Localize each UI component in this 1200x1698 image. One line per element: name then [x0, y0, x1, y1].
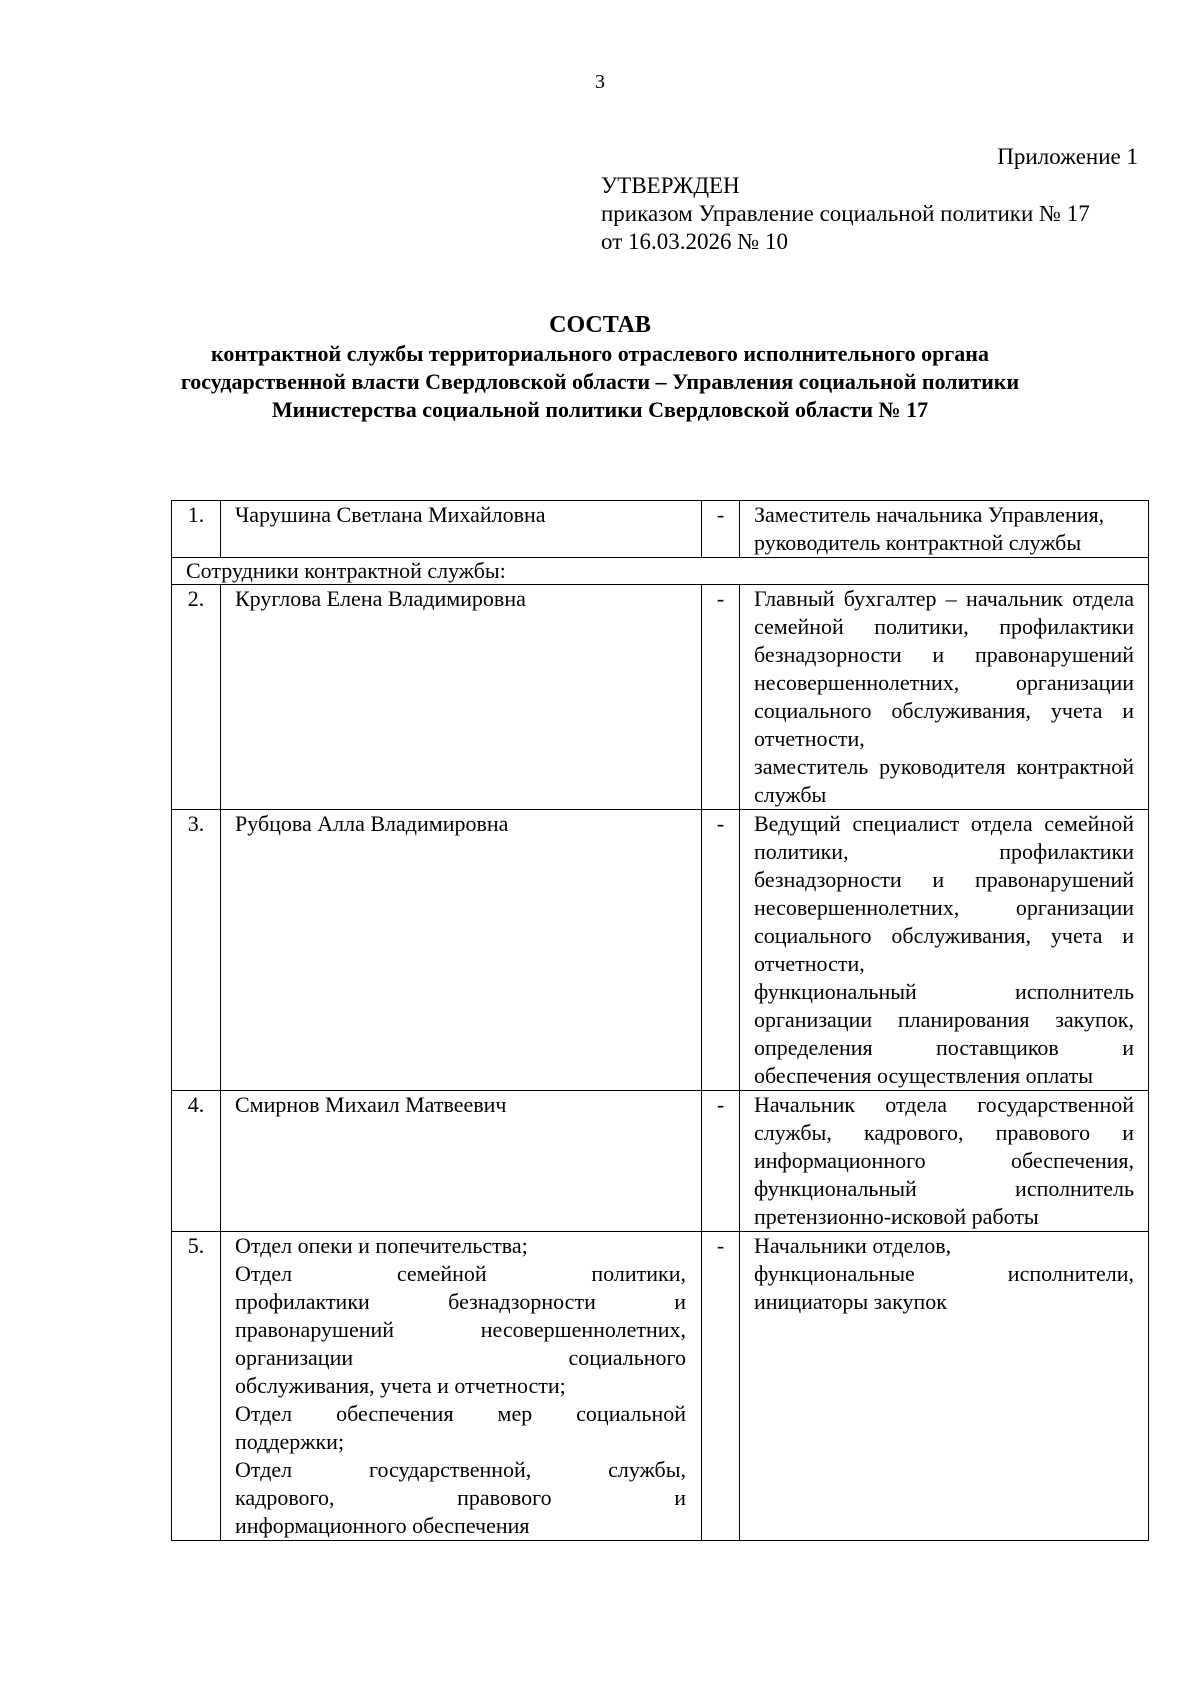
- member-role: [740, 810, 1149, 1091]
- role-line: обеспечения осуществления оплаты: [754, 1063, 1093, 1088]
- title-line-3: Министерства социальной политики Свердловской области № 17: [271, 397, 929, 422]
- department-line: организации социального: [235, 1345, 686, 1370]
- page-number: 3: [595, 71, 605, 93]
- date-line: от 16.03.2026 № 10: [601, 229, 788, 254]
- approved-label: УТВЕРЖДЕН: [601, 173, 740, 198]
- department-line: Отдел государственной, службы,: [235, 1457, 686, 1482]
- table-row: [172, 585, 1149, 810]
- row-number: 4.: [172, 1091, 221, 1232]
- department-line: Отдел обеспечения мер социальной: [235, 1401, 686, 1426]
- annex-label: Приложение 1: [997, 144, 1138, 169]
- role-line: безнадзорности и правонарушений: [754, 642, 1134, 667]
- role-line: Заместитель начальника Управления,: [754, 502, 1105, 527]
- role-line: политики, профилактики: [754, 839, 1134, 864]
- department-line: поддержки;: [235, 1429, 345, 1454]
- role-line: функциональные исполнители,: [754, 1261, 1134, 1286]
- row-number: 5.: [172, 1232, 221, 1541]
- role-line: службы, кадрового, правового и: [754, 1120, 1134, 1145]
- department-line: профилактики безнадзорности и: [235, 1289, 686, 1314]
- role-line: претензионно-исковой работы: [754, 1204, 1039, 1229]
- table-row: [172, 501, 1149, 558]
- role-line: отчетности,: [754, 726, 865, 751]
- role-line: информационного обеспечения,: [754, 1148, 1134, 1173]
- section-row: [172, 558, 1149, 585]
- title-line-1: контрактной службы территориального отраслевого исполнительного органа: [211, 341, 989, 366]
- role-line: Ведущий специалист отдела семейной: [754, 811, 1134, 836]
- row-number: 3.: [172, 810, 221, 1091]
- document-title: [0, 311, 1200, 424]
- member-role: [740, 585, 1149, 810]
- role-line: отчетности,: [754, 951, 865, 976]
- role-line: функциональный исполнитель: [754, 1176, 1134, 1201]
- department-line: Отдел семейной политики,: [235, 1261, 686, 1286]
- role-line: службы: [754, 782, 827, 807]
- department-line: Отдел опеки и попечительства;: [235, 1233, 528, 1258]
- department-line: кадрового, правового и: [235, 1485, 686, 1510]
- department-line: обслуживания, учета и отчетности;: [235, 1373, 566, 1398]
- dash-separator: -: [702, 1091, 740, 1232]
- composition-table: [171, 500, 1149, 1541]
- member-role: [740, 501, 1149, 558]
- role-line: Начальник отдела государственной: [754, 1092, 1134, 1117]
- role-line: Главный бухгалтер – начальник отдела: [754, 586, 1134, 611]
- role-line: социального обслуживания, учета и: [754, 923, 1134, 948]
- role-line: семейной политики, профилактики: [754, 614, 1134, 639]
- department-list: [221, 1232, 702, 1541]
- table-row: [172, 1091, 1149, 1232]
- section-label: Сотрудники контрактной службы:: [172, 558, 1149, 585]
- role-line: функциональный исполнитель: [754, 979, 1134, 1004]
- dash-separator: -: [702, 501, 740, 558]
- role-line: несовершеннолетних, организации: [754, 670, 1134, 695]
- table-row: [172, 1232, 1149, 1541]
- order-line: приказом Управление социальной политики № 17: [601, 201, 1090, 226]
- member-name: Чарушина Светлана Михайловна: [221, 501, 702, 558]
- role-line: организации планирования закупок,: [754, 1007, 1134, 1032]
- role-line: Начальники отделов,: [754, 1233, 952, 1258]
- department-line: информационного обеспечения: [235, 1513, 530, 1538]
- dash-separator: -: [702, 585, 740, 810]
- role-line: несовершеннолетних, организации: [754, 895, 1134, 920]
- row-number: 1.: [172, 501, 221, 558]
- dash-separator: -: [702, 1232, 740, 1541]
- member-role: [740, 1232, 1149, 1541]
- member-role: [740, 1091, 1149, 1232]
- table-row: [172, 810, 1149, 1091]
- role-line: заместитель руководителя контрактной: [754, 754, 1134, 779]
- title-main: СОСТАВ: [549, 312, 651, 338]
- dash-separator: -: [702, 810, 740, 1091]
- member-name: Круглова Елена Владимировна: [221, 585, 702, 810]
- member-name: Рубцова Алла Владимировна: [221, 810, 702, 1091]
- row-number: 2.: [172, 585, 221, 810]
- role-line: безнадзорности и правонарушений: [754, 867, 1134, 892]
- title-line-2: государственной власти Свердловской области – Управления социальной политики: [180, 369, 1020, 394]
- role-line: руководитель контрактной службы: [754, 530, 1082, 555]
- member-name: Смирнов Михаил Матвеевич: [221, 1091, 702, 1232]
- role-line: социального обслуживания, учета и: [754, 698, 1134, 723]
- approval-block: [601, 172, 1161, 256]
- role-line: инициаторы закупок: [754, 1289, 947, 1314]
- department-line: правонарушений несовершеннолетних,: [235, 1317, 686, 1342]
- role-line: определения поставщиков и: [754, 1035, 1134, 1060]
